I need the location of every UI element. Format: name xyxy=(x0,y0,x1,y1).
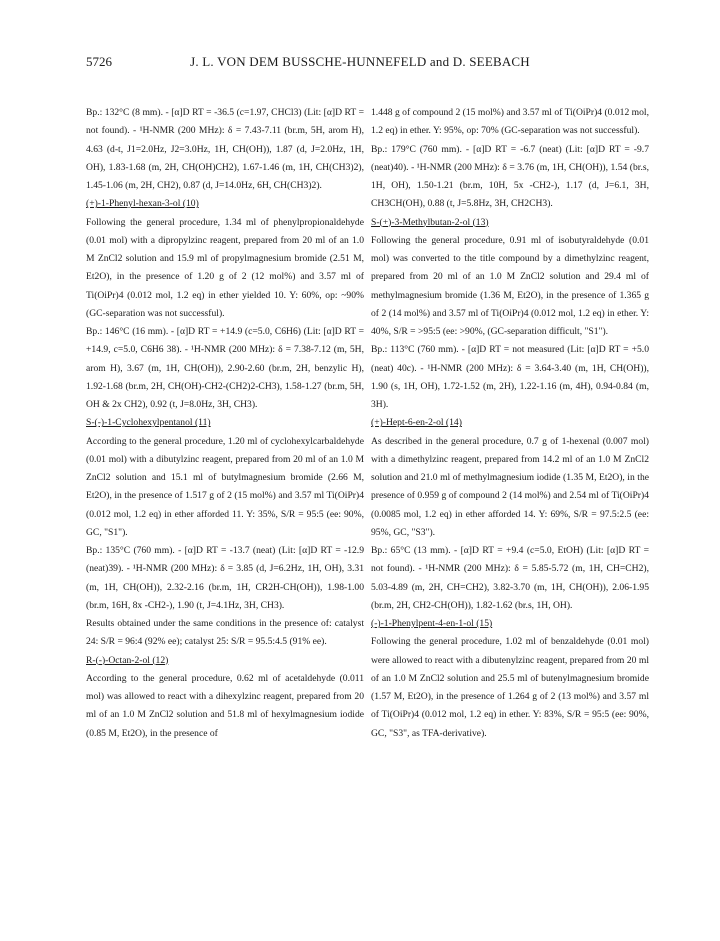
compound-heading: S-(-)-1-Cyclohexylpentanol (11) xyxy=(86,417,211,429)
body-paragraph: Bp.: 113°C (760 mm). - [α]D RT = not measured (Lit: [α]D RT = +5.0 (neat) 40c). - ¹H-NMR (200 MHz): δ = 3.64-3.40 (m, 1H, CH(OH)), 1.90 (s, 1H, OH), 1.72-1.52 (m, 2H), 1.22-1.16 (m, 4H), 0.94-0.84 (m, 3H). xyxy=(371,344,649,410)
left-column xyxy=(86,104,364,743)
right-column xyxy=(371,104,649,743)
compound-heading: (+)-1-Phenyl-hexan-3-ol (10) xyxy=(86,198,199,210)
body-paragraph: Results obtained under the same conditions in the presence of: catalyst 24: S/R = 96:4 (92% ee); catalyst 25: S/R = 95.5:4.5 (91% ee). xyxy=(86,618,364,648)
body-paragraph: 1.448 g of compound 2 (15 mol%) and 3.57 ml of Ti(OiPr)4 (0.012 mol, 1.2 eq) in ether. Y: 95%, op: 70% (GC-separation was not successful). xyxy=(371,107,649,137)
running-title: J. L. VON DEM BUSSCHE-HUNNEFELD and D. SEEBACH xyxy=(190,54,530,69)
body-paragraph: Following the general procedure, 0.91 ml of isobutyraldehyde (0.01 mol) was converted to the title compound by a dimethylzinc reagent, prepared from 20 ml of an 1.0 M ZnCl2 solution and 29.4 ml of methylmagnesium bromide (1.36 M, Et2O), in the presence of 1.365 g of 2 (14 mol%) and 3.57 ml of Ti(OiPr)4 (0.012 mol, 1.2 eq) in ether. Y: 40%, S/R = >95:5 (ee: >90%, (GC-separation difficult, "S1"). xyxy=(371,234,649,337)
compound-heading: S-(+)-3-Methylbutan-2-ol (13) xyxy=(371,216,489,228)
body-paragraph: Bp.: 65°C (13 mm). - [α]D RT = +9.4 (c=5.0, EtOH) (Lit: [α]D RT = not found). - ¹H-NMR (200 MHz): δ = 5.85-5.72 (m, 1H, CH=CH2), 5.03-4.89 (m, 2H, CH=CH2), 3.82-3.70 (m, 1H, CH(OH)), 2.06-1.95 (br.m, 2H, CH2-CH(OH)), 1.82-1.62 (br.s, 1H, OH). xyxy=(371,545,649,611)
page-number: 5726 xyxy=(86,54,112,69)
compound-heading: (-)-1-Phenylpent-4-en-1-ol (15) xyxy=(371,618,493,629)
compound-heading: R-(-)-Octan-2-ol (12) xyxy=(86,654,169,666)
body-paragraph: Bp.: 135°C (760 mm). - [α]D RT = -13.7 (neat) (Lit: [α]D RT = -12.9 (neat)39). - ¹H-NMR (200 MHz): δ = 3.85 (d, J=6.2Hz, 1H, OH), 3.31 (m, 1H, CH(OH)), 2.32-2.16 (br.m, 1H, CR2H-CH(OH)), 1.98-1.00 (br.m, 16H, 8x -CH2-), 1.90 (t, J=4.1Hz, 3H, CH3). xyxy=(86,545,364,611)
body-paragraph: According to the general procedure, 0.62 ml of acetaldehyde (0.011 mol) was allowed to react with a dihexylzinc reagent, prepared from 20 ml of an 1.0 M ZnCl2 solution and 51.8 ml of hexylmagnesium iodide (0.85 M, Et2O), in the presence of xyxy=(86,672,364,739)
body-paragraph: Bp.: 146°C (16 mm). - [α]D RT = +14.9 (c=5.0, C6H6) (Lit: [α]D RT = +14.9, c=5.0, C6H6 38). - ¹H-NMR (200 MHz): δ = 7.38-7.12 (m, 5H, arom H), 3.67 (m, 1H, CH(OH)), 2.90-2.60 (br.m, 2H, benzylic H), 1.92-1.68 (br.m, 2H, CH(OH)-CH2-(CH2)2-CH3), 1.58-1.27 (br.m, 5H, OH & 2x CH2), 0.92 (t, J=8.0Hz, 3H, CH3). xyxy=(86,326,364,410)
body-paragraph: Bp.: 132°C (8 mm). - [α]D RT = -36.5 (c=1.97, CHCl3) (Lit: [α]D RT = not found). - ¹H-NMR (200 MHz): δ = 7.43-7.11 (br.m, 5H, arom H), 4.63 (d-t, J1=2.0Hz, J2=3.0Hz, 1H, CH(OH)), 1.87 (d, J=2.0Hz, 1H, OH), 1.83-1.68 (m, 2H, CH(OH)CH2), 1.67-1.46 (m, 1H, CH(CH3)2), 1.45-1.06 (m, 2H, CH2), 0.87 (d, J=14.0Hz, 6H, CH(CH3)2). xyxy=(86,107,364,191)
page-header xyxy=(0,54,720,74)
body-paragraph: As described in the general procedure, 0.7 g of 1-hexenal (0.007 mol) with a dimethylzinc reagent, prepared from 14.2 ml of an 1.0 M ZnCl2 solution and 21.0 ml of methylmagnesium iodide (1.35 M, Et2O), in the presence of 0.959 g of compound 2 (14 mol%) and 2.54 ml of Ti(OiPr)4 (0.0085 mol, 1.2 eq) in ether afforded 14. Y: 69%, S/R = 97.5:2.5 (ee: 95%, GC, "S3"). xyxy=(371,435,649,538)
compound-heading: (+)-Hept-6-en-2-ol (14) xyxy=(371,417,462,429)
body-paragraph: Bp.: 179°C (760 mm). - [α]D RT = -6.7 (neat) (Lit: [α]D RT = -9.7 (neat)40). - ¹H-NMR (200 MHz): δ = 3.76 (m, 1H, CH(OH)), 1.54 (br.s, 1H, OH), 1.50-1.21 (br.m, 10H, 5x -CH2-), 1.17 (d, J=6.1, 3H, CH3CH(OH), 0.88 (t, J=5.8Hz, 3H, CH2CH3). xyxy=(371,143,649,210)
body-paragraph: According to the general procedure, 1.20 ml of cyclohexylcarbaldehyde (0.01 mol) with a dibutylzinc reagent, prepared from 20 ml of an 1.0 M ZnCl2 solution and 15.1 ml of butylmagnesium bromide (2.66 M, Et2O), in the presence of 1.517 g of 2 (15 mol%) and 3.57 ml Ti(OiPr)4 (0.012 mol, 1.2 eq) in ether afforded 11. Y: 35%, S/R = 95:5 (ee: 90%, GC, "S1"). xyxy=(86,435,364,538)
body-paragraph: Following the general procedure, 1.34 ml of phenylpropionaldehyde (0.01 mol) with a dipropylzinc reagent, prepared from 20 ml of an 1.0 M ZnCl2 solution and 15.9 ml of propylmagnesium bromide (2.51 M, Et2O), in the presence of 1.20 g of 2 (12 mol%) and 3.57 ml of Ti(OiPr)4 (0.012 mol, 1.2 eq) in ether yielded 10. Y: 60%, op: ~90% (GC-separation was not successful). xyxy=(86,216,364,319)
body-paragraph: Following the general procedure, 1.02 ml of benzaldehyde (0.01 mol) were allowed to react with a dibutenylzinc reagent, prepared from 20 ml of an 1.0 M ZnCl2 solution and 25.5 ml of butenylmagnesium bromide (1.57 M, Et2O), in the presence of 1.264 g of 2 (13 mol%) and 3.57 ml of Ti(OiPr)4 (0.012 mol, 1.2 eq) in ether. Y: 83%, S/R = 95:5 (ee: 90%, GC, "S3", as TFA-derivative). xyxy=(371,636,649,739)
